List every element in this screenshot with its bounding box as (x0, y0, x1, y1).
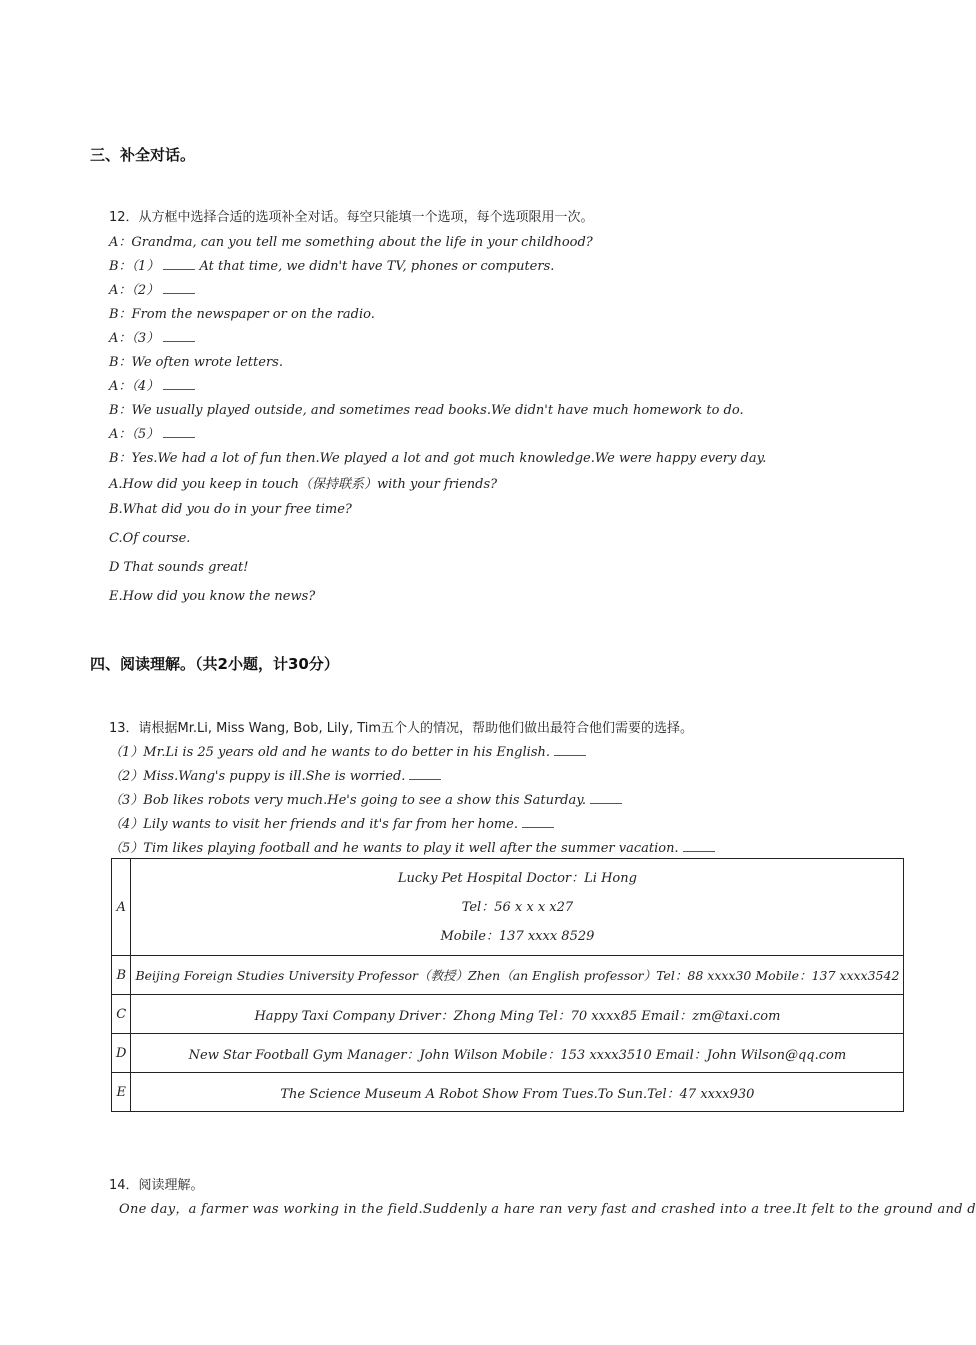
q13-item-4 (109, 813, 554, 832)
dialogue-label: A：（5） (109, 427, 160, 442)
answer-blank-7[interactable] (409, 767, 441, 780)
item-text: （2）Miss.Wang's puppy is ill.She is worried. (109, 769, 406, 784)
dialogue-line-4: B：From the newspaper or on the radio. (109, 307, 375, 322)
info-table (111, 858, 904, 1112)
option-b: B.What did you do in your free time? (109, 502, 352, 517)
option-c: C.Of course. (109, 531, 191, 546)
q13-item-1 (109, 741, 586, 760)
answer-blank-10[interactable] (683, 839, 715, 852)
dialogue-line-7 (109, 375, 195, 394)
option-d: D That sounds great! (109, 560, 249, 575)
q13-item-3 (109, 789, 622, 808)
q12-instruction: 12．从方框中选择合适的选项补全对话。每空只能填一个选项，每个选项限用一次。 (109, 210, 594, 225)
item-text: （4）Lily wants to visit her friends and it's far from her home. (109, 817, 518, 832)
answer-blank-4[interactable] (163, 377, 195, 390)
dialogue-label: A：（2） (109, 283, 160, 298)
row-letter: A (112, 859, 131, 956)
answer-blank-9[interactable] (522, 815, 554, 828)
row-letter: E (112, 1073, 131, 1112)
item-text: （5）Tim likes playing football and he wants to play it well after the summer vacation. (109, 841, 679, 856)
table-row (112, 995, 904, 1034)
dialogue-label: A：（3） (109, 331, 160, 346)
row-content: Beijing Foreign Studies University Professor（教授）Zhen（an English professor）Tel：88 xxxx30 Mobile：137 xxxx3542 (131, 956, 904, 995)
dialogue-line-5 (109, 327, 195, 346)
item-text: （1）Mr.Li is 25 years old and he wants to do better in his English. (109, 745, 550, 760)
answer-blank-3[interactable] (163, 329, 195, 342)
dialogue-line-8: B：We usually played outside, and sometimes read books.We didn't have much homework to do. (109, 403, 744, 418)
q14-passage: One day，a farmer was working in the field.Suddenly a hare ran very fast and crashed into a tree.It felt to the ground and d (119, 1202, 976, 1217)
section-3-title: 三、补全对话。 (90, 146, 196, 164)
dialogue-line-6: B：We often wrote letters. (109, 355, 283, 370)
table-row (112, 1073, 904, 1112)
answer-blank-1[interactable] (163, 257, 195, 270)
q13-item-5 (109, 837, 715, 856)
dialogue-line-10: B：Yes.We had a lot of fun then.We played a lot and got much knowledge.We were happy every day. (109, 451, 767, 466)
section-4-title: 四、阅读理解。（共2小题，计30分） (90, 655, 339, 673)
table-row (112, 1034, 904, 1073)
row-line: Mobile：137 xxxx 8529 (440, 928, 595, 944)
table-row (112, 956, 904, 995)
row-content: The Science Museum A Robot Show From Tues.To Sun.Tel：47 xxxx930 (131, 1073, 904, 1112)
row-content (131, 859, 904, 956)
row-letter: D (112, 1034, 131, 1073)
answer-blank-2[interactable] (163, 281, 195, 294)
row-line: Tel：56 x x x x27 (461, 899, 574, 915)
dialogue-label: A：（4） (109, 379, 160, 394)
dialogue-text: At that time, we didn't have TV, phones or computers. (199, 259, 555, 274)
option-e: E.How did you know the news? (109, 589, 316, 604)
dialogue-line-1: A：Grandma, can you tell me something about the life in your childhood? (109, 235, 593, 250)
answer-blank-8[interactable] (590, 791, 622, 804)
dialogue-line-3 (109, 279, 195, 298)
dialogue-line-2 (109, 255, 554, 274)
item-text: （3）Bob likes robots very much.He's going to see a show this Saturday. (109, 793, 587, 808)
dialogue-label: B：（1） (109, 259, 160, 274)
answer-blank-6[interactable] (554, 743, 586, 756)
row-letter: B (112, 956, 131, 995)
table-row (112, 859, 904, 956)
answer-blank-5[interactable] (163, 425, 195, 438)
row-letter: C (112, 995, 131, 1034)
option-a: A.How did you keep in touch（保持联系）with your friends? (109, 477, 498, 492)
dialogue-line-9 (109, 423, 195, 442)
row-content: New Star Football Gym Manager：John Wilson Mobile：153 xxxx3510 Email：John Wilson@qq.com (131, 1034, 904, 1073)
q13-item-2 (109, 765, 441, 784)
row-line: Lucky Pet Hospital Doctor：Li Hong (397, 870, 637, 886)
q14-instruction: 14．阅读理解。 (109, 1178, 204, 1193)
q13-instruction: 13．请根据Mr.Li, Miss Wang, Bob, Lily, Tim五个人的情况，帮助他们做出最符合他们需要的选择。 (109, 721, 694, 736)
row-content: Happy Taxi Company Driver：Zhong Ming Tel：70 xxxx85 Email：zm@taxi.com (131, 995, 904, 1034)
